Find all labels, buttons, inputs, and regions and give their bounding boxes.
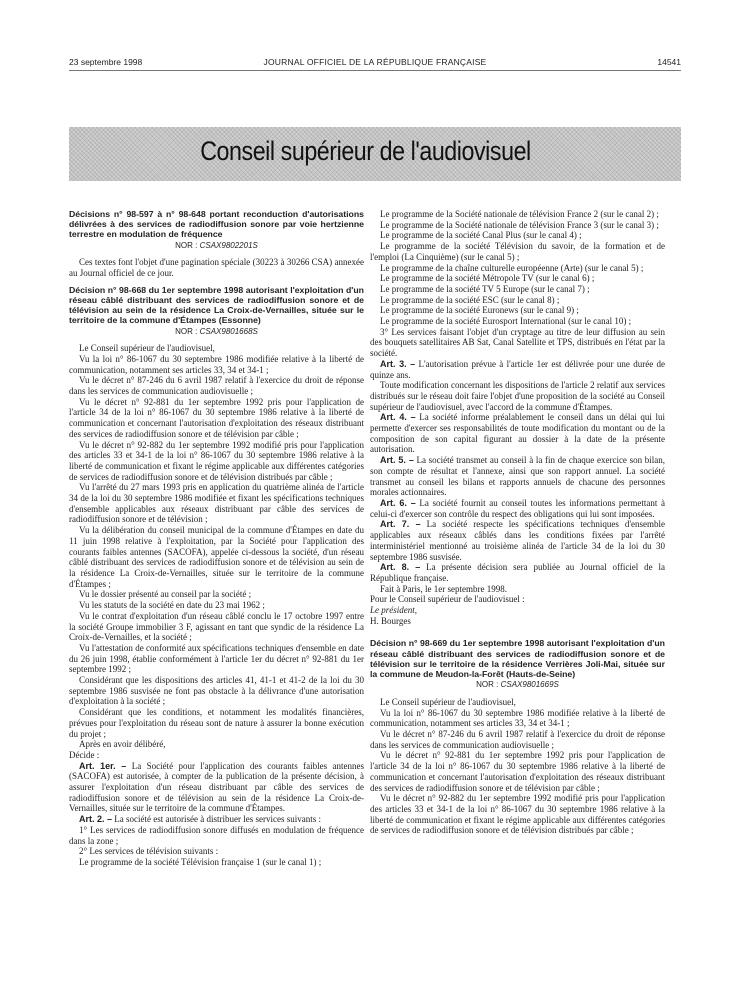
list-item: Le programme de la société TV 5 Europe (sur le canal 7) ; <box>380 283 590 294</box>
paragraph: Vu le décret n° 87-246 du 6 avril 1987 relatif à l'exercice du droit de réponse dans les services de communication audiovisuelle ; <box>69 375 364 397</box>
nor-reference <box>69 327 364 338</box>
article-label: Art. 3. – <box>380 358 416 369</box>
list-item: Le programme de la société Télévision française 1 (sur le canal 1) ; <box>79 856 322 867</box>
article-label: Art. 6. – <box>380 497 416 508</box>
list-item: Le programme de la société Eurosport International (sur le canal 10) ; <box>380 316 632 327</box>
header-rule <box>69 70 681 71</box>
paragraph: Vu le décret n° 92-882 du 1er septembre 1992 modifié pris pour l'application des articles 33 et 34-1 de la loi n° 86-1067 du 30 septembre 1986 relative à la liberté de communication et fixant le régime applicable aux différentes catégories de services de radiodiffusion sonore et de télévision distribués par câble ; <box>69 439 364 482</box>
article-label: Art. 7. – <box>380 519 421 530</box>
article <box>370 562 665 583</box>
decision-title: Décision n° 98-669 du 1er septembre 1998 autorisant l'exploitation d'un réseau câblé distribuant des services de radiodiffusion sonore et de télévision sur le territoire de la résidence Verrières Joli-Mai, située sur la commune de Meudon-la-Forêt (Hauts-de-Seine) <box>370 638 665 680</box>
nor-code: CSAX9801668S <box>199 326 258 336</box>
list-item: Le programme de la société Métropole TV (sur le canal 6) ; <box>380 273 595 284</box>
paragraph: Considérant que les conditions, et notamment les modalités financières, prévues pour l'exploitation du réseau sont de nature à assurer la bonne exécution du projet ; <box>69 707 364 739</box>
article <box>69 761 364 815</box>
signature-title: Le président, <box>370 605 417 616</box>
article-text: La société fournit au conseil toutes les informations permettant à celui-ci d'exercer son contrôle du respect des obligations qui lui sont imposées. <box>370 497 666 519</box>
paragraph: Vu l'attestation de conformité aux spécifications techniques d'ensemble en date du 26 juin 1998, établie conformément à l'article 1er du décret n° 92-881 du 1er septembre 1992 ; <box>69 642 364 675</box>
article <box>370 498 665 519</box>
article-text: La société respecte les spécifications techniques d'ensemble applicables aux réseaux câblés dans les conditions fixées par l'arrêté interministériel mentionné au troisième alinéa de l'article 34 de la loi du 30 septembre 1986 susvisée. <box>370 519 665 562</box>
paragraph: Toute modification concernant les dispositions de l'article 2 relatif aux services distribués sur le réseau doit faire l'objet d'une proposition de la société au Conseil supérieur de l'audiovisuel, avec l'accord de la commune d'Étampes. <box>370 380 665 412</box>
paragraph: Vu la délibération du conseil municipal de la commune d'Étampes en date du 11 juin 1998 relative à l'exploitation, par la Société pour l'application des courants faibles antennes (SACOFA), appelée ci-dessous la société, d'un réseau câblé distribuant des services de radiodiffusion sonore et de télévision au sein de la résidence La Croix-de-Vernailles, située sur le territoire de la commune d'Étampes ; <box>69 525 364 589</box>
article-text: La société informe préalablement le conseil dans un délai qui lui permette d'exercer ses responsabilités de toute modification du montant ou de la composition de son capital figurant au dossier à la date de la présente autorisation. <box>370 412 666 455</box>
journal-title: JOURNAL OFFICIEL DE LA RÉPUBLIQUE FRANÇAISE <box>263 57 487 67</box>
list-item: Le programme de la société ESC (sur le canal 8) ; <box>380 294 560 305</box>
list-item: 2° Les services de télévision suivants : <box>79 846 219 857</box>
paragraph: Vu la loi n° 86-1067 du 30 septembre 1986 modifiée relative à la liberté de communication, notamment ses articles 33, 34 et 34-1 ; <box>69 353 364 375</box>
paragraph: Vu la loi n° 86-1067 du 30 septembre 1986 modifiée relative à la liberté de communication, notamment ses articles 33, 34 et 34-1 ; <box>370 707 665 729</box>
decision-title: Décisions n° 98-597 à n° 98-648 portant reconduction d'autorisations délivrées à des services de radiodiffusion sonore par voie hertzienne terrestre en modulation de fréquence <box>69 209 364 240</box>
paragraph: Vu le décret n° 87-246 du 6 avril 1987 relatif à l'exercice du droit de réponse dans les services de communication audiovisuelle ; <box>370 729 665 750</box>
paragraph: Vu le décret n° 92-881 du 1er septembre 1992 pris pour l'application de l'article 34 de la loi n° 86-1067 du 30 septembre 1986 relative à la liberté de communication et concernant l'autorisation d'exploitation des réseaux distribuant des services de radiodiffusion sonore et de télévision par câble ; <box>69 396 364 439</box>
list-item: Le programme de la société Télévision du savoir, de la formation et de l'emploi (La Cinquième) (sur le canal 5) ; <box>370 241 665 262</box>
article-text: L'autorisation prévue à l'article 1er est délivrée pour une durée de quinze ans. <box>370 358 666 380</box>
signature-line: Pour le Conseil supérieur de l'audiovisuel : <box>370 594 525 605</box>
section-title: Conseil supérieur de l'audiovisuel <box>200 136 531 166</box>
nor-code: CSAX9802201S <box>199 240 258 250</box>
paragraph: Le Conseil supérieur de l'audiovisuel, <box>380 696 516 707</box>
nor-label: NOR : <box>175 326 198 336</box>
article-text: La société est autorisée à distribuer les services suivants : <box>114 814 321 825</box>
paragraph: Vu le contrat d'exploitation d'un réseau câblé conclu le 17 octobre 1997 entre la société Groupe immobilier 3 F, agissant en tant que syndic de la résidence La Croix-de-Vernailles, et la société ; <box>69 610 364 643</box>
running-header <box>69 57 681 71</box>
article-text: La présente décision sera publiée au Journal officiel de la République française. <box>370 562 666 583</box>
paragraph: Vu l'arrêté du 27 mars 1993 pris en application du quatrième alinéa de l'article 34 de la loi du 30 septembre 1986 modifiée et fixant les spécifications techniques d'ensemble applicables aux réseaux distribuant par câble des services de radiodiffusion sonore et de télévision ; <box>69 482 364 525</box>
list-item: 3° Les services faisant l'objet d'un cryptage au titre de leur diffusion au sein des bouquets satellitaires AB Sat, Canal Satellite et TPS, distribués en l'état par la société. <box>370 326 665 359</box>
nor-label: NOR : <box>476 680 499 690</box>
nor-reference <box>370 680 665 691</box>
paragraph: Vu les statuts de la société en date du 23 mai 1962 ; <box>79 600 265 611</box>
list-item: Le programme de la société Euronews (sur le canal 9) ; <box>380 305 579 316</box>
decision-title: Décision n° 98-668 du 1er septembre 1998 autorisant l'exploitation d'un réseau câblé distribuant des services de radiodiffusion sonore et de télévision au sein de la résidence La Croix-de-Vernailles, située sur le territoire de la commune d'Étampes (Essonne) <box>69 284 364 326</box>
issue-date: 23 septembre 1998 <box>69 57 143 67</box>
paragraph: Vu le dossier présenté au conseil par la société ; <box>79 589 252 600</box>
nor-label: NOR : <box>175 240 198 250</box>
paragraph: Vu le décret n° 92-881 du 1er septembre 1992 pris pour l'application de l'article 34 de la loi n° 86-1067 du 30 septembre 1986 relative à la liberté de communication et concernant l'autorisation d'exploitation des réseaux distribuant des services de radiodiffusion sonore et de télévision par câble ; <box>370 750 665 793</box>
article-label: Art. 1er. – <box>79 760 127 771</box>
nor-reference <box>69 241 364 252</box>
article <box>370 359 665 380</box>
paragraph: Après en avoir délibéré, <box>79 739 166 750</box>
right-column <box>370 209 665 836</box>
article-label: Art. 8. – <box>380 562 421 573</box>
article <box>69 814 364 825</box>
paragraph: Vu le décret n° 92-882 du 1er septembre 1992 modifié pris pour l'application des articles 33 et 34-1 de la loi n° 86-1067 du 30 septembre 1986 relative à la liberté de communication et fixant le régime applicable aux différentes catégories de services de radiodiffusion sonore et de télévision distribués par câble ; <box>370 793 665 836</box>
list-item: 1° Les services de radiodiffusion sonore diffusés en modulation de fréquence dans la zone ; <box>69 824 364 846</box>
article-text: La Société pour l'application des courants faibles antennes (SACOFA) est autorisée, à compter de la publication de la présente décision, à assurer l'exploitation d'un réseau distribuant par câble des services de radiodiffusion sonore et de télévision au sein de la résidence La Croix-de-Vernailles, située sur le territoire de la commune d'Étampes. <box>69 760 364 814</box>
article <box>370 412 665 455</box>
article-label: Art. 4. – <box>380 412 416 423</box>
page-number: 14541 <box>657 57 681 67</box>
list-item: Le programme de la chaîne culturelle européenne (Arte) (sur le canal 5) ; <box>380 262 644 273</box>
article-label: Art. 5. – <box>380 455 414 466</box>
paragraph: Ces textes font l'objet d'une pagination spéciale (30223 à 30266 CSA) annexée au Journal officiel de ce jour. <box>69 257 364 279</box>
article <box>370 455 665 498</box>
place-date: Fait à Paris, le 1er septembre 1998. <box>380 583 507 594</box>
nor-code: CSAX9801669S <box>500 680 559 690</box>
paragraph: Considérant que les dispositions des articles 41, 41-1 et 41-2 de la loi du 30 septembre 1986 susvisée ne font pas obstacle à la délivrance d'une autorisation d'exploitation à la société ; <box>69 675 364 707</box>
article <box>370 519 665 562</box>
article-label: Art. 2. – <box>79 814 113 825</box>
list-item: Le programme de la Société nationale de télévision France 2 (sur le canal 2) ; <box>380 209 659 219</box>
decide-heading: Décide : <box>69 749 100 760</box>
list-item: Le programme de la Société nationale de télévision France 3 (sur le canal 3) ; <box>380 219 659 230</box>
paragraph: Le Conseil supérieur de l'audiovisuel, <box>79 343 215 354</box>
article-text: La société transmet au conseil à la fin de chaque exercice son bilan, son compte de résultat et l'annexe, ainsi que son rapport annuel. La société transmet au conseil les bilans et rapports annuels de chacune des personnes morales actionnaires. <box>370 455 665 498</box>
signature-name: H. Bourges <box>370 615 411 626</box>
left-column <box>69 209 364 868</box>
list-item: Le programme de la société Canal Plus (sur le canal 4) ; <box>380 230 582 241</box>
